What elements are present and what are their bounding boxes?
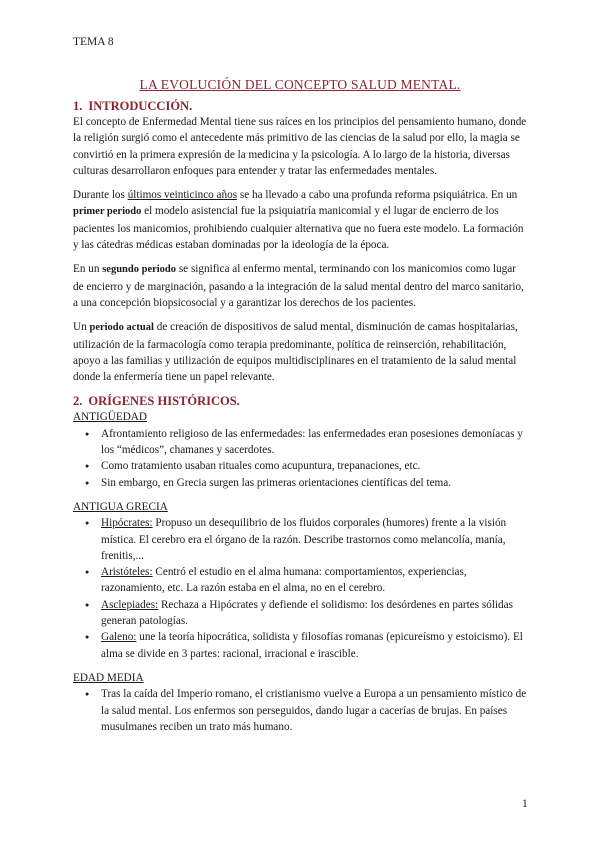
list-item-name: Asclepiades: [101, 598, 159, 611]
list-item-name: Aristóteles: [101, 566, 153, 579]
section-1-title: INTRODUCCIÓN. [88, 99, 193, 113]
text-run: de creación de dispositivos de salud mental, disminución de camas hospitalarias, utilización de la farmacología como terapia predominante, política de reinserción, rehabilitación, apoyo a las familias y utilización de equipos multidisciplinares en el tratamiento de la salud mental donde la enfermería tiene un papel relevante. [73, 321, 518, 384]
list-item [101, 515, 528, 564]
list-item-text: une la teoría hipocrática, solidista y filosofías romanas (epicureísmo y estoicismo). El alma se divide en 3 partes: racional, irracional e irascible. [101, 631, 523, 660]
text-run: En un [73, 263, 103, 276]
subheading-antigua-grecia: ANTIGUA GRECIA [73, 500, 168, 513]
list-item-name: Galeno: [101, 631, 137, 644]
list-item: ● Afrontamiento religioso de las enfermedades: las enfermedades eran posesiones demoníacas y los “médicos”, chamanes y sacerdotes. [101, 426, 528, 459]
section-2-number: 2. [73, 394, 83, 409]
text-run: Durante los [73, 189, 128, 202]
document-body [73, 98, 528, 735]
underlined-phrase: últimos veinticinco años [127, 189, 238, 202]
intro-paragraph-3 [73, 261, 528, 311]
list-item [101, 629, 528, 662]
subheading-edad-media: EDAD MEDIA [73, 671, 144, 684]
text-run: el modelo asistencial fue la psiquiatría manicomial y el lugar de encierro de los pacientes los manicomios, prohibiendo cualquier alternativa que no fuera este modelo. La formación y las cátedras médicas estaban dominadas por la ideología de la época. [73, 205, 524, 252]
section-2-title: ORÍGENES HISTÓRICOS. [88, 394, 240, 409]
section-2-heading [73, 393, 528, 409]
list-item-text: Centró el estudio en el alma humana: comportamientos, experiencias, razonamiento, etc. La razón estaba en el alma, no en el cerebro. [101, 566, 467, 595]
bold-term: segundo periodo [102, 264, 177, 276]
edad-media-list [73, 686, 528, 735]
list-item [101, 564, 528, 597]
text-run: Un [73, 321, 90, 334]
grecia-list [73, 515, 528, 662]
intro-paragraph-4 [73, 319, 528, 385]
bold-term: periodo actual [89, 322, 154, 334]
bold-term: primer periodo [73, 206, 142, 218]
section-1-heading [73, 98, 528, 114]
list-item [101, 597, 528, 630]
text-run: se ha llevado a cabo una profunda reforma psiquiátrica. En un [237, 189, 518, 202]
list-item-text: Propuso un desequilibrio de los fluidos corporales (humores) frente a la visión mística. El cerebro era el órgano de la razón. Describe trastornos como melancolía, manía, frenitis,... [101, 517, 507, 562]
text-run: se significa al enfermo mental, terminando con los manicomios como lugar de encierro y de marginación, pasando a la integración de la salud mental dentro del marco sanitario, a una concepción biopsicosocial y a garantizar los derechos de los pacientes. [73, 263, 524, 309]
list-item-name: Hipócrates: [101, 517, 153, 530]
list-item: ● Como tratamiento usaban rituales como acupuntura, trepanaciones, etc. [101, 458, 528, 474]
antiguedad-list [73, 426, 528, 491]
list-item: ● Sin embargo, en Grecia surgen las primeras orientaciones científicas del tema. [101, 475, 528, 491]
intro-paragraph-1: El concepto de Enfermedad Mental tiene sus raíces en los principios del pensamiento humano, donde la religión surgió como el antecedente más primitivo de las ciencias de la salud por ello, la magia se convirtió en la primera expresión de la medicina y la psicología. A lo largo de la historia, diversas culturas desarrollaron enfoques para entender y tratar las enfermedades mentales. [73, 116, 527, 177]
page-header: TEMA 8 [73, 36, 114, 48]
section-1-number: 1. [73, 99, 83, 113]
page-number: 1 [522, 798, 528, 810]
list-item-text: Rechaza a Hipócrates y defiende el solidismo: los desórdenes en partes sólidas generan patologías. [101, 598, 513, 628]
document-title: LA EVOLUCIÓN DEL CONCEPTO SALUD MENTAL. [139, 77, 461, 92]
list-item: ● Tras la caída del Imperio romano, el cristianismo vuelve a Europa a un pensamiento místico de la salud mental. Los enfermos son perseguidos, dando lugar a cacerías de brujas. En países musulmanes reciben un trato más humano. [101, 686, 528, 735]
intro-paragraph-2 [73, 187, 528, 253]
subheading-antiguedad: ANTIGÜEDAD [73, 411, 147, 424]
